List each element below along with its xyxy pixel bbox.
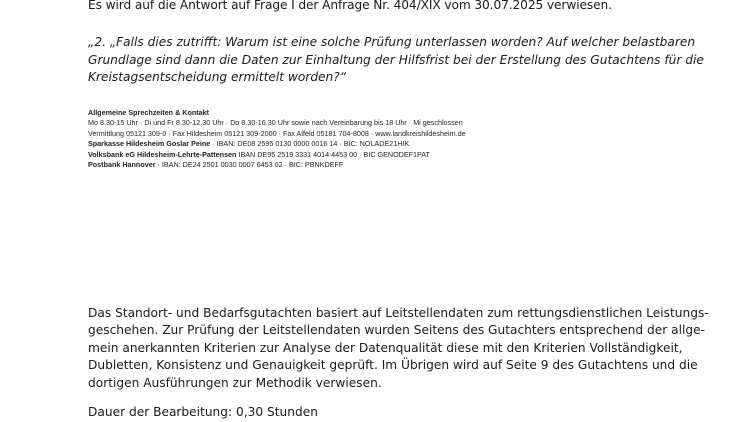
contact-footer <box>88 108 466 170</box>
question-line: Grundlage sind dann die Daten zur Einhaltung der Hilfsfrist bei der Erstellung des Gutachtens für die <box>88 52 704 67</box>
answer-line: Dubletten, Konsistenz und Genauigkeit geprüft. Im Übrigen wird auf Seite 9 des Gutachtens und die <box>88 358 698 373</box>
answer-line: mein anerkannten Kriterien zur Analyse der Datenqualität diese mit den Kriterien Vollständigkeit, <box>88 340 683 355</box>
bank-line <box>88 160 466 170</box>
office-hours: Mo 8.30-15 Uhr · Di und Fr 8.30-12.30 Uhr · Do 8.30-16.30 Uhr sowie nach Vereinbarung bis 18 Uhr · Mi geschlossen <box>88 118 463 128</box>
bank-line <box>88 139 466 149</box>
answer-line: geschehen. Zur Prüfung der Leitstellendaten wurden Seitens des Gutachters entsprechend der allge- <box>88 323 705 338</box>
question-line: Kreistagsentscheidung ermittelt worden?“ <box>88 70 347 84</box>
bank-name: Postbank Hannover <box>88 160 156 170</box>
bank-name: Volksbank eG Hildesheim-Lehrte-Pattensen <box>88 149 237 159</box>
bank-line <box>88 150 466 160</box>
question-quote <box>88 34 704 87</box>
answer-line: dortigen Ausführungen zur Methodik verwiesen. <box>88 375 382 390</box>
answer-paragraph <box>88 305 709 392</box>
bank-details: · IBAN: DE08 2595 0130 0000 0016 14 · BIC: NOLADE21HIK <box>210 139 410 149</box>
bank-name: Sparkasse Hildesheim Goslar Peine <box>88 139 211 149</box>
footer-heading: Allgemeine Sprechzeiten & Kontakt <box>88 108 210 117</box>
reference-sentence: Es wird auf die Antwort auf Frage I der Anfrage Nr. 404/XIX vom 30.07.2025 verwiesen. <box>88 0 612 12</box>
processing-duration: Dauer der Bearbeitung: 0,30 Stunden <box>88 405 318 419</box>
contact-line: Vermittlung 05121 309-0 · Fax Hildesheim 05121 309-2000 · Fax Alfeld 05181 704-8008 · www.landkreishildesheim.de <box>88 128 466 138</box>
answer-line: Das Standort- und Bedarfsgutachten basiert auf Leitstellendaten zum rettungsdienstlichen Leistungs- <box>88 306 709 320</box>
bank-details: · IBAN: DE24 2501 0030 0007 6453 02 · BIC: PBNKDEFF <box>155 160 344 170</box>
bank-details: IBAN DE95 2519 3331 4014 4453 00 · BIC GENODEF1PAT <box>236 149 430 159</box>
question-line: „2. „Falls dies zutrifft: Warum ist eine solche Prüfung unterlassen worden? Auf welcher belastbaren <box>88 35 696 49</box>
